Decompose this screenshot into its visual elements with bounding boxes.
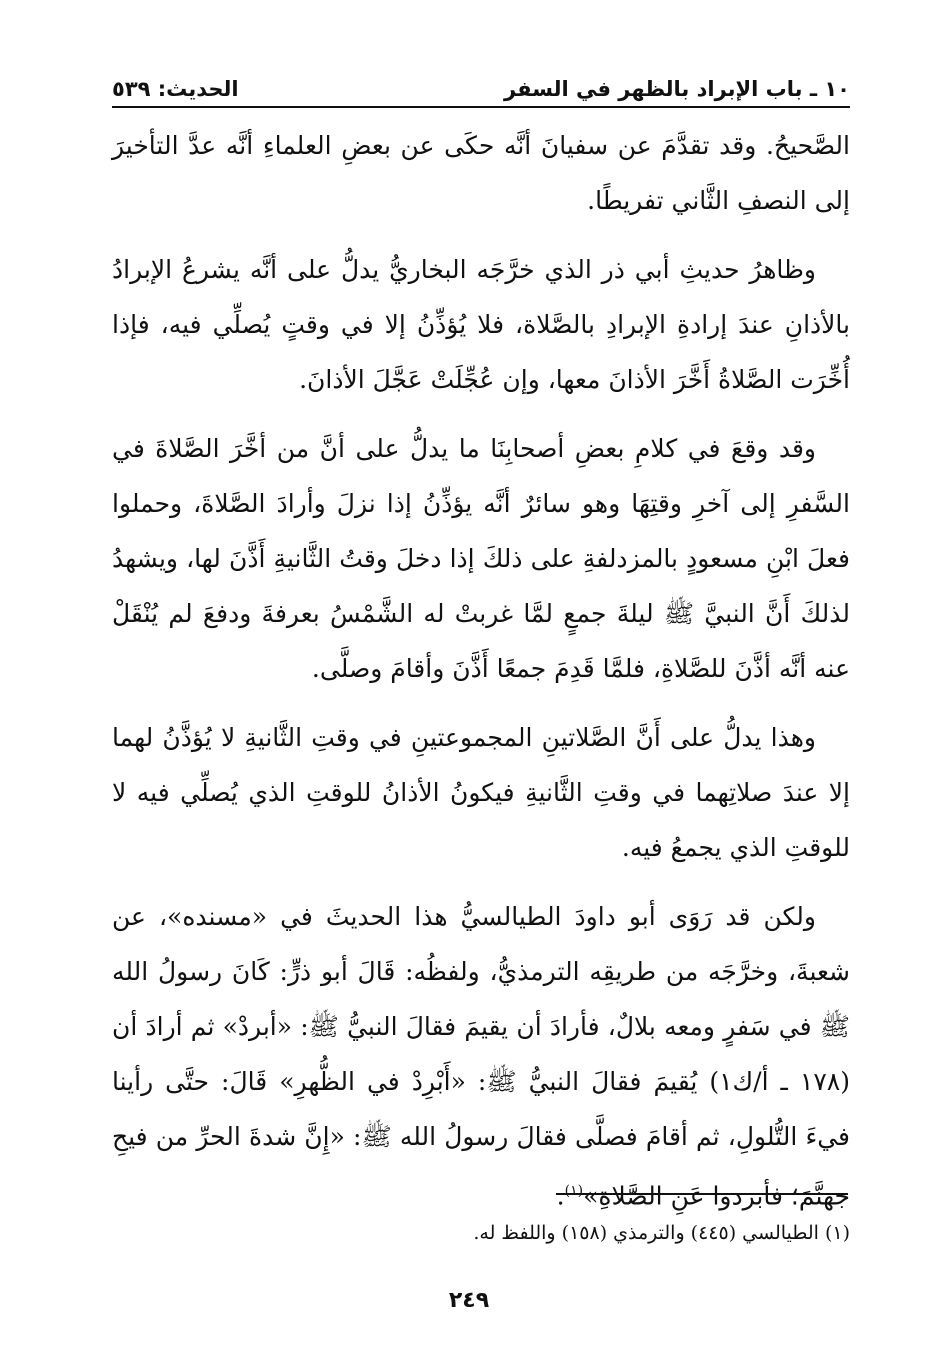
paragraph-text: ولكن قد رَوَى أبو داودَ الطيالسيُّ هذا الحديثَ في «مسنده»، عن شعبةَ، وخرَّجَه من طريقِه الترمذيُّ، ولفظُه: قَالَ أبو ذرٍّ: كَانَ رسولُ الله ﷺ في سَفرٍ ومعه بلالٌ، فأرادَ أن يقيمَ فقالَ النبيُّ ﷺ: «أبردْ» ثم أرادَ أن (١٧٨ ـ أ/ك١) يُقيمَ فقالَ النبيُّ ﷺ: «أَبْرِدْ في الظُّهرِ» قَالَ: حتَّى رأينا فيءَ التُّلولِ، ثم أقامَ فصلَّى فقالَ رسولُ الله ﷺ: «إِنَّ شدةَ الحرِّ من فيحِ جهنَّمَ؛ فأبردوا عَنِ الصَّلاةِ» <box>112 902 850 1211</box>
paragraph: وهذا يدلُّ على أَنَّ الصَّلاتينِ المجموعتينِ في وقتِ الثَّانيةِ لا يُؤذَّنُ لهما إلا عندَ صلاتِهما في وقتِ الثَّانيةِ فيكونُ الأذانُ للوقتِ الذي يُصلِّي فيه لا للوقتِ الذي يجمعُ فيه. <box>112 723 850 862</box>
footnote-divider <box>556 1193 848 1195</box>
header-divider <box>112 106 850 108</box>
paragraph: وظاهرُ حديثِ أبي ذر الذي خرَّجَه البخاريُّ يدلُّ على أنَّه يشرعُ الإبرادُ بالأذانِ عندَ إرادةِ الإبرادِ بالصَّلاة، فلا يُؤذِّنُ إلا في وقتٍ يُصلِّي فيه، فإذا أُخِّرَت الصَّلاةُ أَخَّرَ الأذانَ معها، وإن عُجِّلَتْ عَجَّلَ الأذانَ. <box>112 255 850 394</box>
paragraph-continuation: الصَّحيحُ. وقد تقدَّمَ عن سفيانَ أنَّه حكَى عن بعضِ العلماءِ أنَّه عدَّ التأخيرَ إلى النصفِ الثَّاني تفريطًا. <box>112 131 850 215</box>
footnote-marker: (١) <box>564 1183 584 1199</box>
running-header <box>112 70 850 104</box>
paragraph-with-footnote <box>112 889 850 1223</box>
chapter-title: ١٠ ـ باب الإبراد بالظهر في السفر <box>504 77 850 101</box>
paragraph: وقد وقعَ في كلامِ بعضِ أصحابِنَا ما يدلُّ على أنَّ من أخَّرَ الصَّلاةَ في السَّفرِ إلى آخرِ وقتِهَا وهو سائرٌ أنَّه يؤذِّنُ إذا نزلَ وأرادَ الصَّلاةَ، وحملوا فعلَ ابْنِ مسعودٍ بالمزدلفةِ على ذلكَ إذا دخلَ وقتُ الثَّانيةِ أَذَّنَ لها، ويشهدُ لذلكَ أَنَّ النبيَّ ﷺ ليلةَ جمعٍ لمَّا غربتْ له الشَّمْسُ بعرفةَ ودفعَ لم يُنْقَلْ عنه أنَّه أذَّنَ للصَّلاةِ، فلمَّا قَدِمَ جمعًا أَذَّنَ وأقامَ وصلَّى. <box>112 434 850 683</box>
main-text <box>112 118 850 1237</box>
paragraph-end: . <box>556 1181 565 1211</box>
footnote: (١) الطيالسي (٤٤٥) والترمذي (١٥٨) واللفظ له. <box>473 1222 850 1244</box>
page-number: ٢٤٩ <box>448 1288 490 1313</box>
hadith-number: الحديث: ٥٣٩ <box>112 77 239 101</box>
